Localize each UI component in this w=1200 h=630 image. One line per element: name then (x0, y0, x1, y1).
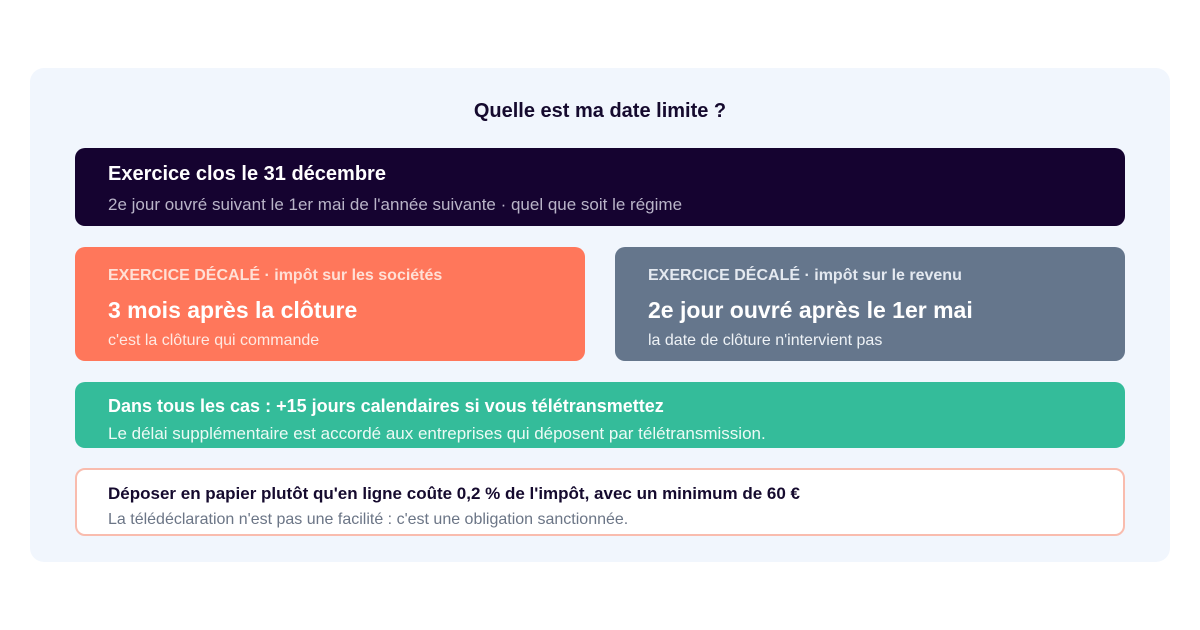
card-calendar-year-detail: 2e jour ouvré suivant le 1er mai de l'année suivante · quel que soit le régime (108, 195, 683, 214)
card-offset-ir (615, 247, 1125, 361)
card-penalty-detail: La télédéclaration n'est pas une facilité : c'est une obligation sanctionnée. (108, 511, 629, 528)
card-teletransmission-detail: Le délai supplémentaire est accordé aux entreprises qui déposent par télétransmission. (108, 424, 766, 443)
card-offset-is-kicker: EXERCICE DÉCALÉ · impôt sur les sociétés (108, 267, 443, 284)
card-offset-ir-heading: 2e jour ouvré après le 1er mai (648, 297, 973, 323)
card-teletransmission (75, 382, 1125, 448)
card-penalty (75, 468, 1125, 536)
card-teletransmission-heading: Dans tous les cas : +15 jours calendaires si vous télétransmettez (108, 396, 664, 416)
card-offset-is (75, 247, 585, 361)
card-offset-ir-detail: la date de clôture n'intervient pas (648, 332, 883, 349)
card-calendar-year-heading: Exercice clos le 31 décembre (108, 163, 386, 185)
card-calendar-year (75, 148, 1125, 226)
card-offset-ir-kicker: EXERCICE DÉCALÉ · impôt sur le revenu (648, 267, 962, 284)
card-offset-is-heading: 3 mois après la clôture (108, 297, 358, 323)
card-offset-is-detail: c'est la clôture qui commande (108, 332, 320, 349)
page-title: Quelle est ma date limite ? (473, 100, 727, 122)
card-penalty-heading: Déposer en papier plutôt qu'en ligne coûte 0,2 % de l'impôt, avec un minimum de 60 € (108, 484, 801, 503)
